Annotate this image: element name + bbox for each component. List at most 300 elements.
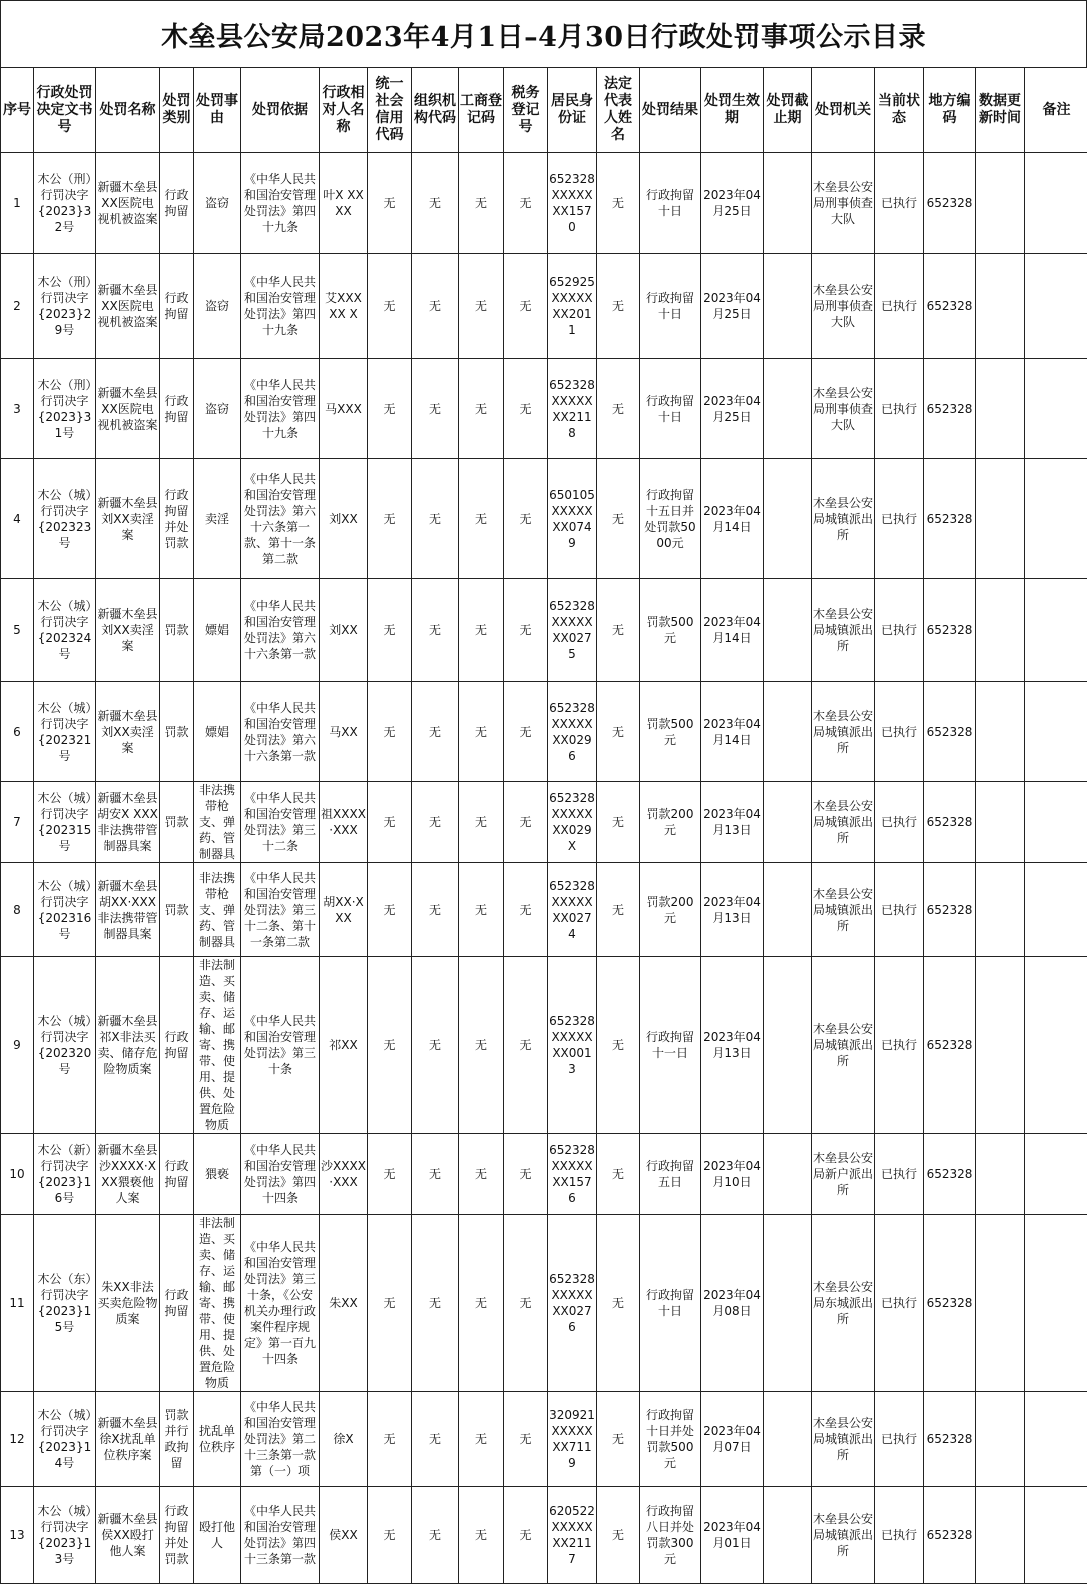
cell-effective: 2023年04月14日: [701, 459, 764, 579]
cell-category: 罚款: [160, 682, 194, 782]
cell-status: 已执行: [875, 1487, 924, 1584]
cell-org: 无: [412, 153, 459, 254]
cell-name: 新疆木垒县胡XX·XXX非法携带管制器具案: [96, 863, 160, 957]
cell-name: 新疆木垒县徐X扰乱单位秩序案: [96, 1392, 160, 1487]
cell-status: 已执行: [875, 1392, 924, 1487]
table-row: [1, 1487, 1087, 1584]
cell-category: 行政拘留: [160, 153, 194, 254]
cell-credit: 无: [368, 1134, 412, 1215]
cell-basis: 《中华人民共和国治安管理处罚法》第三十二条: [241, 782, 320, 863]
header-name: 处罚名称: [96, 68, 160, 153]
cell-party: 徐X: [320, 1392, 368, 1487]
cell-result: 行政拘留五日: [640, 1134, 701, 1215]
cell-legal: 无: [597, 863, 640, 957]
cell-effective: 2023年04月25日: [701, 359, 764, 459]
header-seq: 序号: [1, 68, 34, 153]
cell-tax: 无: [504, 254, 548, 359]
cell-tax: 无: [504, 1215, 548, 1392]
table-row: [1, 459, 1087, 579]
cell-updated: [976, 1392, 1025, 1487]
cell-category: 罚款: [160, 782, 194, 863]
cell-tax: 无: [504, 957, 548, 1134]
cell-updated: [976, 957, 1025, 1134]
cell-seq: 5: [1, 579, 34, 682]
cell-deadline: [764, 254, 812, 359]
cell-name: 新疆木垒县XX医院电视机被盗案: [96, 254, 160, 359]
cell-result: 行政拘留十日: [640, 1215, 701, 1392]
cell-region: 652328: [924, 459, 976, 579]
cell-updated: [976, 782, 1025, 863]
cell-region: 652328: [924, 1134, 976, 1215]
cell-biz: 无: [459, 1487, 504, 1584]
header-category: 处罚类别: [160, 68, 194, 153]
cell-effective: 2023年04月25日: [701, 153, 764, 254]
cell-category: 行政拘留: [160, 254, 194, 359]
cell-seq: 2: [1, 254, 34, 359]
cell-updated: [976, 1215, 1025, 1392]
cell-authority: 木垒县公安局城镇派出所: [812, 579, 875, 682]
cell-reason: 非法携带枪支、弹药、管制器具: [194, 782, 241, 863]
cell-party: 马XXX: [320, 359, 368, 459]
table-row: [1, 1134, 1087, 1215]
cell-reason: 殴打他人: [194, 1487, 241, 1584]
cell-authority: 木垒县公安局城镇派出所: [812, 1487, 875, 1584]
table-row: [1, 957, 1087, 1134]
cell-result: 行政拘留十一日: [640, 957, 701, 1134]
header-updated: 数据更新时间: [976, 68, 1025, 153]
cell-legal: 无: [597, 782, 640, 863]
cell-region: 652328: [924, 782, 976, 863]
header-biz: 工商登记码: [459, 68, 504, 153]
header-org: 组织机构代码: [412, 68, 459, 153]
cell-credit: 无: [368, 1487, 412, 1584]
cell-remark: [1025, 1134, 1087, 1215]
cell-id: 652328XXXXXXX1576: [548, 1134, 597, 1215]
cell-biz: 无: [459, 153, 504, 254]
cell-deadline: [764, 459, 812, 579]
cell-reason: 嫖娼: [194, 682, 241, 782]
cell-remark: [1025, 153, 1087, 254]
cell-basis: 《中华人民共和国治安管理处罚法》第六十六条第一款: [241, 579, 320, 682]
cell-remark: [1025, 459, 1087, 579]
cell-id: 652328XXXXXXX0275: [548, 579, 597, 682]
header-effective: 处罚生效期: [701, 68, 764, 153]
cell-org: 无: [412, 1487, 459, 1584]
cell-result: 行政拘留十日: [640, 359, 701, 459]
cell-effective: 2023年04月07日: [701, 1392, 764, 1487]
table-row: [1, 1392, 1087, 1487]
cell-id: 652328XXXXXXX2118: [548, 359, 597, 459]
cell-id: 652328XXXXXXX0296: [548, 682, 597, 782]
cell-tax: 无: [504, 682, 548, 782]
cell-deadline: [764, 359, 812, 459]
cell-basis: 《中华人民共和国治安管理处罚法》第六十六条第一款: [241, 682, 320, 782]
cell-org: 无: [412, 682, 459, 782]
cell-category: 罚款: [160, 863, 194, 957]
cell-result: 行政拘留十五日并处罚款5000元: [640, 459, 701, 579]
cell-biz: 无: [459, 579, 504, 682]
cell-authority: 木垒县公安局城镇派出所: [812, 1392, 875, 1487]
table-row: [1, 254, 1087, 359]
cell-region: 652328: [924, 1487, 976, 1584]
cell-effective: 2023年04月13日: [701, 957, 764, 1134]
cell-deadline: [764, 1487, 812, 1584]
cell-status: 已执行: [875, 782, 924, 863]
page-title: 木垒县公安局2023年4月1日–4月30日行政处罚事项公示目录: [0, 0, 1087, 68]
cell-remark: [1025, 254, 1087, 359]
cell-id: 652328XXXXXXX029X: [548, 782, 597, 863]
cell-deadline: [764, 957, 812, 1134]
cell-legal: 无: [597, 1215, 640, 1392]
cell-doc: 木公（城）行罚决字{202321号: [34, 682, 96, 782]
cell-remark: [1025, 863, 1087, 957]
cell-org: 无: [412, 1134, 459, 1215]
cell-name: 新疆木垒县祁X非法买卖、储存危险物质案: [96, 957, 160, 1134]
cell-credit: 无: [368, 782, 412, 863]
header-id: 居民身份证: [548, 68, 597, 153]
cell-name: 新疆木垒县沙XXXX·XXX猥亵他人案: [96, 1134, 160, 1215]
cell-reason: 非法携带枪支、弹药、管制器具: [194, 863, 241, 957]
cell-party: 侯XX: [320, 1487, 368, 1584]
cell-credit: 无: [368, 1215, 412, 1392]
cell-updated: [976, 153, 1025, 254]
cell-seq: 6: [1, 682, 34, 782]
header-tax: 税务登记号: [504, 68, 548, 153]
cell-category: 罚款并行政拘留: [160, 1392, 194, 1487]
cell-party: 叶X XXXX: [320, 153, 368, 254]
cell-region: 652328: [924, 1215, 976, 1392]
cell-status: 已执行: [875, 1134, 924, 1215]
cell-credit: 无: [368, 254, 412, 359]
cell-result: 行政拘留十日: [640, 153, 701, 254]
cell-category: 行政拘留: [160, 1134, 194, 1215]
header-deadline: 处罚截止期: [764, 68, 812, 153]
cell-basis: 《中华人民共和国治安管理处罚法》第三十条: [241, 957, 320, 1134]
cell-doc: 木公（东）行罚决字{2023}15号: [34, 1215, 96, 1392]
cell-remark: [1025, 1487, 1087, 1584]
cell-legal: 无: [597, 359, 640, 459]
cell-biz: 无: [459, 1215, 504, 1392]
cell-seq: 8: [1, 863, 34, 957]
cell-basis: 《中华人民共和国治安管理处罚法》第三十条，《公安机关办理行政案件程序规定》第一百九十四条: [241, 1215, 320, 1392]
cell-name: 新疆木垒县XX医院电视机被盗案: [96, 153, 160, 254]
cell-org: 无: [412, 782, 459, 863]
cell-doc: 木公（城）行罚决字{202315号: [34, 782, 96, 863]
cell-deadline: [764, 153, 812, 254]
header-basis: 处罚依据: [241, 68, 320, 153]
cell-org: 无: [412, 359, 459, 459]
cell-authority: 木垒县公安局刑事侦查大队: [812, 254, 875, 359]
header-credit: 统一社会信用代码: [368, 68, 412, 153]
cell-id: 652328XXXXXXX0274: [548, 863, 597, 957]
cell-seq: 10: [1, 1134, 34, 1215]
cell-remark: [1025, 359, 1087, 459]
cell-id: 652328XXXXXXX1570: [548, 153, 597, 254]
cell-name: 朱XX非法买卖危险物质案: [96, 1215, 160, 1392]
cell-updated: [976, 1487, 1025, 1584]
cell-authority: 木垒县公安局刑事侦查大队: [812, 153, 875, 254]
cell-reason: 非法制造、买卖、储存、运输、邮寄、携带、使用、提供、处置危险物质: [194, 957, 241, 1134]
cell-basis: 《中华人民共和国治安管理处罚法》第三十二条、第十一条第二款: [241, 863, 320, 957]
cell-doc: 木公（刑）行罚决字{2023}31号: [34, 359, 96, 459]
cell-result: 行政拘留八日并处罚款300元: [640, 1487, 701, 1584]
cell-updated: [976, 459, 1025, 579]
cell-party: 朱XX: [320, 1215, 368, 1392]
cell-basis: 《中华人民共和国治安管理处罚法》第四十三条第一款: [241, 1487, 320, 1584]
cell-name: 新疆木垒县胡安X XXX非法携带管制器具案: [96, 782, 160, 863]
cell-effective: 2023年04月01日: [701, 1487, 764, 1584]
cell-tax: 无: [504, 782, 548, 863]
cell-doc: 木公（刑）行罚决字{2023}32号: [34, 153, 96, 254]
cell-region: 652328: [924, 254, 976, 359]
cell-party: 艾XXX XX X: [320, 254, 368, 359]
cell-doc: 木公（城）行罚决字{2023}14号: [34, 1392, 96, 1487]
cell-credit: 无: [368, 359, 412, 459]
cell-legal: 无: [597, 579, 640, 682]
cell-legal: 无: [597, 682, 640, 782]
cell-legal: 无: [597, 1487, 640, 1584]
cell-tax: 无: [504, 1134, 548, 1215]
cell-reason: 扰乱单位秩序: [194, 1392, 241, 1487]
cell-result: 罚款500元: [640, 682, 701, 782]
table-row: [1, 1215, 1087, 1392]
cell-org: 无: [412, 863, 459, 957]
cell-authority: 木垒县公安局城镇派出所: [812, 682, 875, 782]
cell-name: 新疆木垒县刘XX卖淫案: [96, 682, 160, 782]
cell-updated: [976, 579, 1025, 682]
cell-credit: 无: [368, 682, 412, 782]
cell-region: 652328: [924, 957, 976, 1134]
cell-credit: 无: [368, 863, 412, 957]
cell-deadline: [764, 863, 812, 957]
cell-id: 652328XXXXXXX0013: [548, 957, 597, 1134]
cell-seq: 4: [1, 459, 34, 579]
cell-authority: 木垒县公安局城镇派出所: [812, 957, 875, 1134]
cell-deadline: [764, 1392, 812, 1487]
cell-biz: 无: [459, 863, 504, 957]
cell-deadline: [764, 782, 812, 863]
table-row: [1, 359, 1087, 459]
cell-authority: 木垒县公安局城镇派出所: [812, 459, 875, 579]
cell-doc: 木公（刑）行罚决字{2023}29号: [34, 254, 96, 359]
cell-credit: 无: [368, 579, 412, 682]
cell-effective: 2023年04月13日: [701, 782, 764, 863]
cell-tax: 无: [504, 459, 548, 579]
cell-id: 652328XXXXXXX0276: [548, 1215, 597, 1392]
cell-status: 已执行: [875, 957, 924, 1134]
penalty-table: [0, 67, 1087, 1584]
cell-category: 行政拘留: [160, 957, 194, 1134]
cell-party: 刘XX: [320, 579, 368, 682]
cell-reason: 盗窃: [194, 359, 241, 459]
header-region: 地方编码: [924, 68, 976, 153]
cell-name: 新疆木垒县刘XX卖淫案: [96, 579, 160, 682]
cell-legal: 无: [597, 153, 640, 254]
cell-reason: 卖淫: [194, 459, 241, 579]
cell-seq: 1: [1, 153, 34, 254]
cell-biz: 无: [459, 782, 504, 863]
cell-region: 652328: [924, 682, 976, 782]
header-doc: 行政处罚决定文书号: [34, 68, 96, 153]
cell-tax: 无: [504, 1392, 548, 1487]
cell-legal: 无: [597, 254, 640, 359]
cell-seq: 13: [1, 1487, 34, 1584]
cell-category: 行政拘留: [160, 359, 194, 459]
cell-category: 行政拘留: [160, 1215, 194, 1392]
cell-result: 罚款200元: [640, 863, 701, 957]
cell-status: 已执行: [875, 863, 924, 957]
cell-tax: 无: [504, 359, 548, 459]
cell-party: 胡XX·XXX: [320, 863, 368, 957]
cell-id: 652925XXXXXXX2011: [548, 254, 597, 359]
cell-result: 行政拘留十日: [640, 254, 701, 359]
cell-reason: 嫖娼: [194, 579, 241, 682]
cell-category: 行政拘留并处罚款: [160, 1487, 194, 1584]
cell-biz: 无: [459, 459, 504, 579]
table-row: [1, 863, 1087, 957]
cell-org: 无: [412, 1215, 459, 1392]
cell-effective: 2023年04月25日: [701, 254, 764, 359]
cell-region: 652328: [924, 153, 976, 254]
table-row: [1, 782, 1087, 863]
cell-remark: [1025, 1215, 1087, 1392]
cell-org: 无: [412, 579, 459, 682]
cell-legal: 无: [597, 459, 640, 579]
cell-seq: 9: [1, 957, 34, 1134]
cell-reason: 盗窃: [194, 254, 241, 359]
header-reason: 处罚事由: [194, 68, 241, 153]
header-legal: 法定代表人姓名: [597, 68, 640, 153]
cell-region: 652328: [924, 1392, 976, 1487]
cell-basis: 《中华人民共和国治安管理处罚法》第二十三条第一款第（一）项: [241, 1392, 320, 1487]
cell-biz: 无: [459, 254, 504, 359]
cell-reason: 非法制造、买卖、储存、运输、邮寄、携带、使用、提供、处置危险物质: [194, 1215, 241, 1392]
cell-party: 祁XX: [320, 957, 368, 1134]
cell-doc: 木公（新）行罚决字{2023}16号: [34, 1134, 96, 1215]
cell-authority: 木垒县公安局刑事侦查大队: [812, 359, 875, 459]
cell-authority: 木垒县公安局东城派出所: [812, 1215, 875, 1392]
cell-biz: 无: [459, 957, 504, 1134]
cell-result: 罚款500元: [640, 579, 701, 682]
header-remark: 备注: [1025, 68, 1087, 153]
cell-status: 已执行: [875, 254, 924, 359]
cell-updated: [976, 682, 1025, 782]
cell-biz: 无: [459, 359, 504, 459]
cell-legal: 无: [597, 1134, 640, 1215]
cell-tax: 无: [504, 1487, 548, 1584]
cell-org: 无: [412, 957, 459, 1134]
cell-org: 无: [412, 459, 459, 579]
cell-updated: [976, 863, 1025, 957]
table-row: [1, 579, 1087, 682]
cell-effective: 2023年04月14日: [701, 579, 764, 682]
cell-doc: 木公（城）行罚决字{202324号: [34, 579, 96, 682]
cell-deadline: [764, 1134, 812, 1215]
cell-authority: 木垒县公安局城镇派出所: [812, 863, 875, 957]
cell-tax: 无: [504, 863, 548, 957]
cell-remark: [1025, 1392, 1087, 1487]
cell-reason: 盗窃: [194, 153, 241, 254]
cell-seq: 7: [1, 782, 34, 863]
cell-name: 新疆木垒县XX医院电视机被盗案: [96, 359, 160, 459]
table-row: [1, 153, 1087, 254]
cell-biz: 无: [459, 682, 504, 782]
cell-reason: 猥亵: [194, 1134, 241, 1215]
cell-effective: 2023年04月13日: [701, 863, 764, 957]
cell-remark: [1025, 782, 1087, 863]
cell-remark: [1025, 579, 1087, 682]
cell-basis: 《中华人民共和国治安管理处罚法》第四十九条: [241, 359, 320, 459]
cell-org: 无: [412, 1392, 459, 1487]
cell-party: 刘XX: [320, 459, 368, 579]
cell-region: 652328: [924, 359, 976, 459]
cell-region: 652328: [924, 579, 976, 682]
cell-credit: 无: [368, 957, 412, 1134]
header-row: [1, 68, 1087, 153]
cell-updated: [976, 1134, 1025, 1215]
cell-party: 沙XXXX·XXX: [320, 1134, 368, 1215]
cell-name: 新疆木垒县刘XX卖淫案: [96, 459, 160, 579]
cell-doc: 木公（城）行罚决字{202323号: [34, 459, 96, 579]
cell-updated: [976, 359, 1025, 459]
cell-effective: 2023年04月08日: [701, 1215, 764, 1392]
cell-status: 已执行: [875, 359, 924, 459]
cell-authority: 木垒县公安局城镇派出所: [812, 782, 875, 863]
cell-doc: 木公（城）行罚决字{202320号: [34, 957, 96, 1134]
cell-status: 已执行: [875, 682, 924, 782]
cell-basis: 《中华人民共和国治安管理处罚法》第六十六条第一款、第十一条第二款: [241, 459, 320, 579]
cell-remark: [1025, 957, 1087, 1134]
cell-doc: 木公（城）行罚决字{202316号: [34, 863, 96, 957]
cell-legal: 无: [597, 1392, 640, 1487]
cell-credit: 无: [368, 1392, 412, 1487]
cell-id: 320921XXXXXXX7119: [548, 1392, 597, 1487]
cell-id: 620522XXXXXXX2117: [548, 1487, 597, 1584]
cell-status: 已执行: [875, 1215, 924, 1392]
cell-basis: 《中华人民共和国治安管理处罚法》第四十九条: [241, 254, 320, 359]
cell-id: 650105XXXXXXX0749: [548, 459, 597, 579]
cell-tax: 无: [504, 579, 548, 682]
cell-seq: 12: [1, 1392, 34, 1487]
cell-seq: 3: [1, 359, 34, 459]
cell-biz: 无: [459, 1392, 504, 1487]
cell-effective: 2023年04月14日: [701, 682, 764, 782]
cell-effective: 2023年04月10日: [701, 1134, 764, 1215]
cell-credit: 无: [368, 459, 412, 579]
cell-status: 已执行: [875, 459, 924, 579]
header-result: 处罚结果: [640, 68, 701, 153]
cell-result: 行政拘留十日并处罚款500元: [640, 1392, 701, 1487]
cell-basis: 《中华人民共和国治安管理处罚法》第四十四条: [241, 1134, 320, 1215]
cell-seq: 11: [1, 1215, 34, 1392]
cell-party: 马XX: [320, 682, 368, 782]
table-row: [1, 682, 1087, 782]
cell-biz: 无: [459, 1134, 504, 1215]
cell-status: 已执行: [875, 579, 924, 682]
header-status: 当前状态: [875, 68, 924, 153]
header-party: 行政相对人名称: [320, 68, 368, 153]
cell-updated: [976, 254, 1025, 359]
cell-category: 行政拘留并处罚款: [160, 459, 194, 579]
cell-tax: 无: [504, 153, 548, 254]
cell-credit: 无: [368, 153, 412, 254]
cell-deadline: [764, 1215, 812, 1392]
cell-result: 罚款200元: [640, 782, 701, 863]
cell-region: 652328: [924, 863, 976, 957]
cell-deadline: [764, 682, 812, 782]
cell-category: 罚款: [160, 579, 194, 682]
cell-basis: 《中华人民共和国治安管理处罚法》第四十九条: [241, 153, 320, 254]
